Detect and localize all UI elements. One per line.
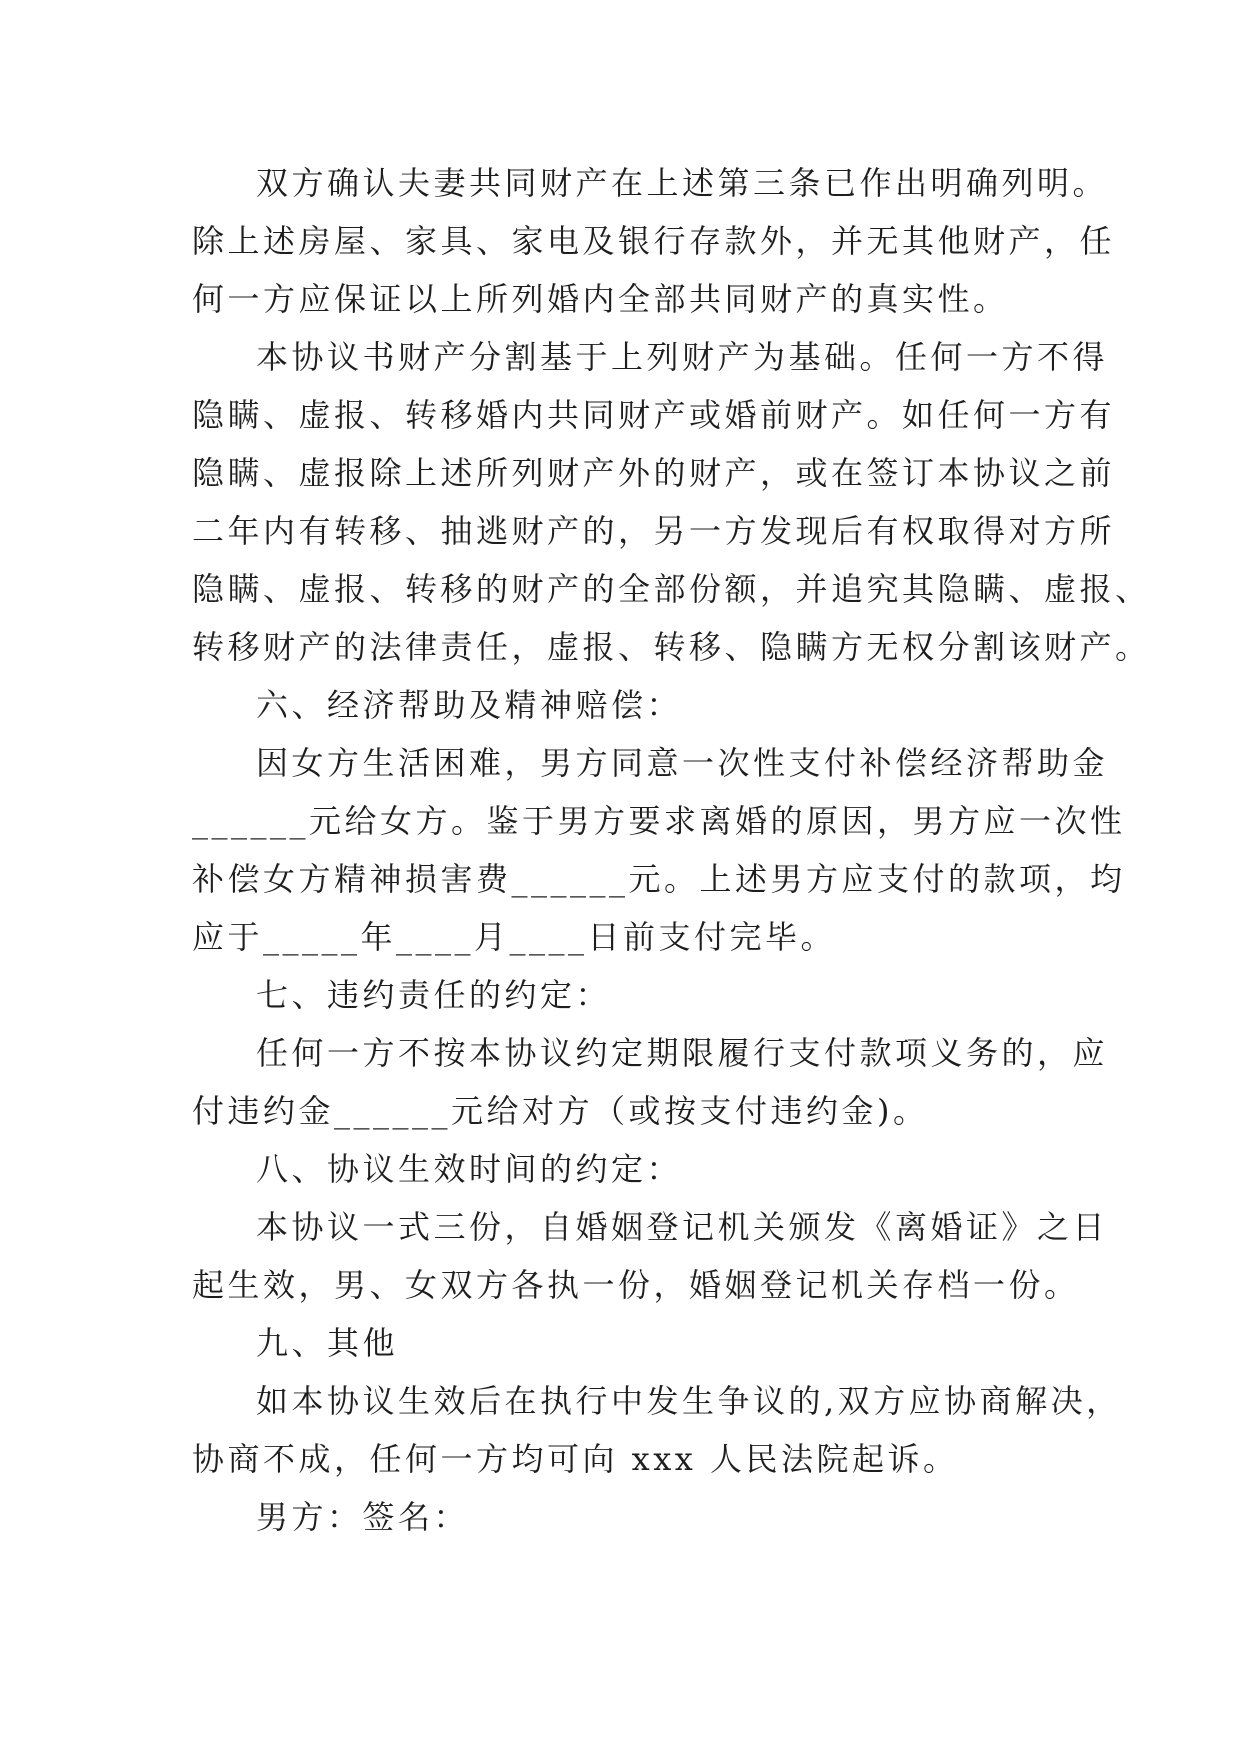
paragraph-line: 补偿女方精神损害费______元。上述男方应支付的款项，均 [192, 860, 1126, 898]
paragraph-line: 如本协议生效后在执行中发生争议的,双方应协商解决， [256, 1382, 1122, 1420]
paragraph-line: 隐瞒、虚报、转移的财产的全部份额，并追究其隐瞒、虚报、 [192, 570, 1151, 608]
paragraph-line: 起生效，男、女双方各执一份，婚姻登记机关存档一份。 [192, 1266, 1080, 1304]
paragraph-line: 二年内有转移、抽逃财产的，另一方发现后有权取得对方所 [192, 512, 1116, 550]
section-heading-6: 六、经济帮助及精神赔偿： [256, 686, 683, 724]
paragraph-line: 转移财产的法律责任，虚报、转移、隐瞒方无权分割该财产。 [192, 628, 1151, 666]
section-heading-7: 七、违约责任的约定： [256, 976, 612, 1014]
paragraph-line: 本协议一式三份，自婚姻登记机关颁发《离婚证》之日 [256, 1208, 1109, 1246]
paragraph-line: 除上述房屋、家具、家电及银行存款外，并无其他财产，任 [192, 222, 1116, 260]
section-heading-9: 九、其他 [256, 1324, 399, 1362]
document-body [192, 154, 1151, 1546]
paragraph-line: ______元给女方。鉴于男方要求离婚的原因，男方应一次性 [192, 802, 1126, 840]
paragraph-line: 付违约金______元给对方（或按支付违约金)。 [192, 1092, 929, 1130]
signature-line: 男方：签名： [256, 1498, 470, 1536]
paragraph-line: 应于_____年____月____日前支付完毕。 [192, 918, 837, 956]
paragraph-line: 何一方应保证以上所列婚内全部共同财产的真实性。 [192, 280, 1009, 318]
paragraph-line: 隐瞒、虚报、转移婚内共同财产或婚前财产。如任何一方有 [192, 396, 1116, 434]
paragraph-line: 隐瞒、虚报除上述所列财产外的财产，或在签订本协议之前 [192, 454, 1116, 492]
paragraph-line: 双方确认夫妻共同财产在上述第三条已作出明确列明。 [256, 164, 1109, 202]
paragraph-line: 本协议书财产分割基于上列财产为基础。任何一方不得 [256, 338, 1109, 376]
paragraph-line: 协商不成，任何一方均可向 xxx 人民法院起诉。 [192, 1440, 959, 1478]
paragraph-line: 因女方生活困难，男方同意一次性支付补偿经济帮助金 [256, 744, 1109, 782]
section-heading-8: 八、协议生效时间的约定： [256, 1150, 683, 1188]
paragraph-line: 任何一方不按本协议约定期限履行支付款项义务的，应 [256, 1034, 1109, 1072]
